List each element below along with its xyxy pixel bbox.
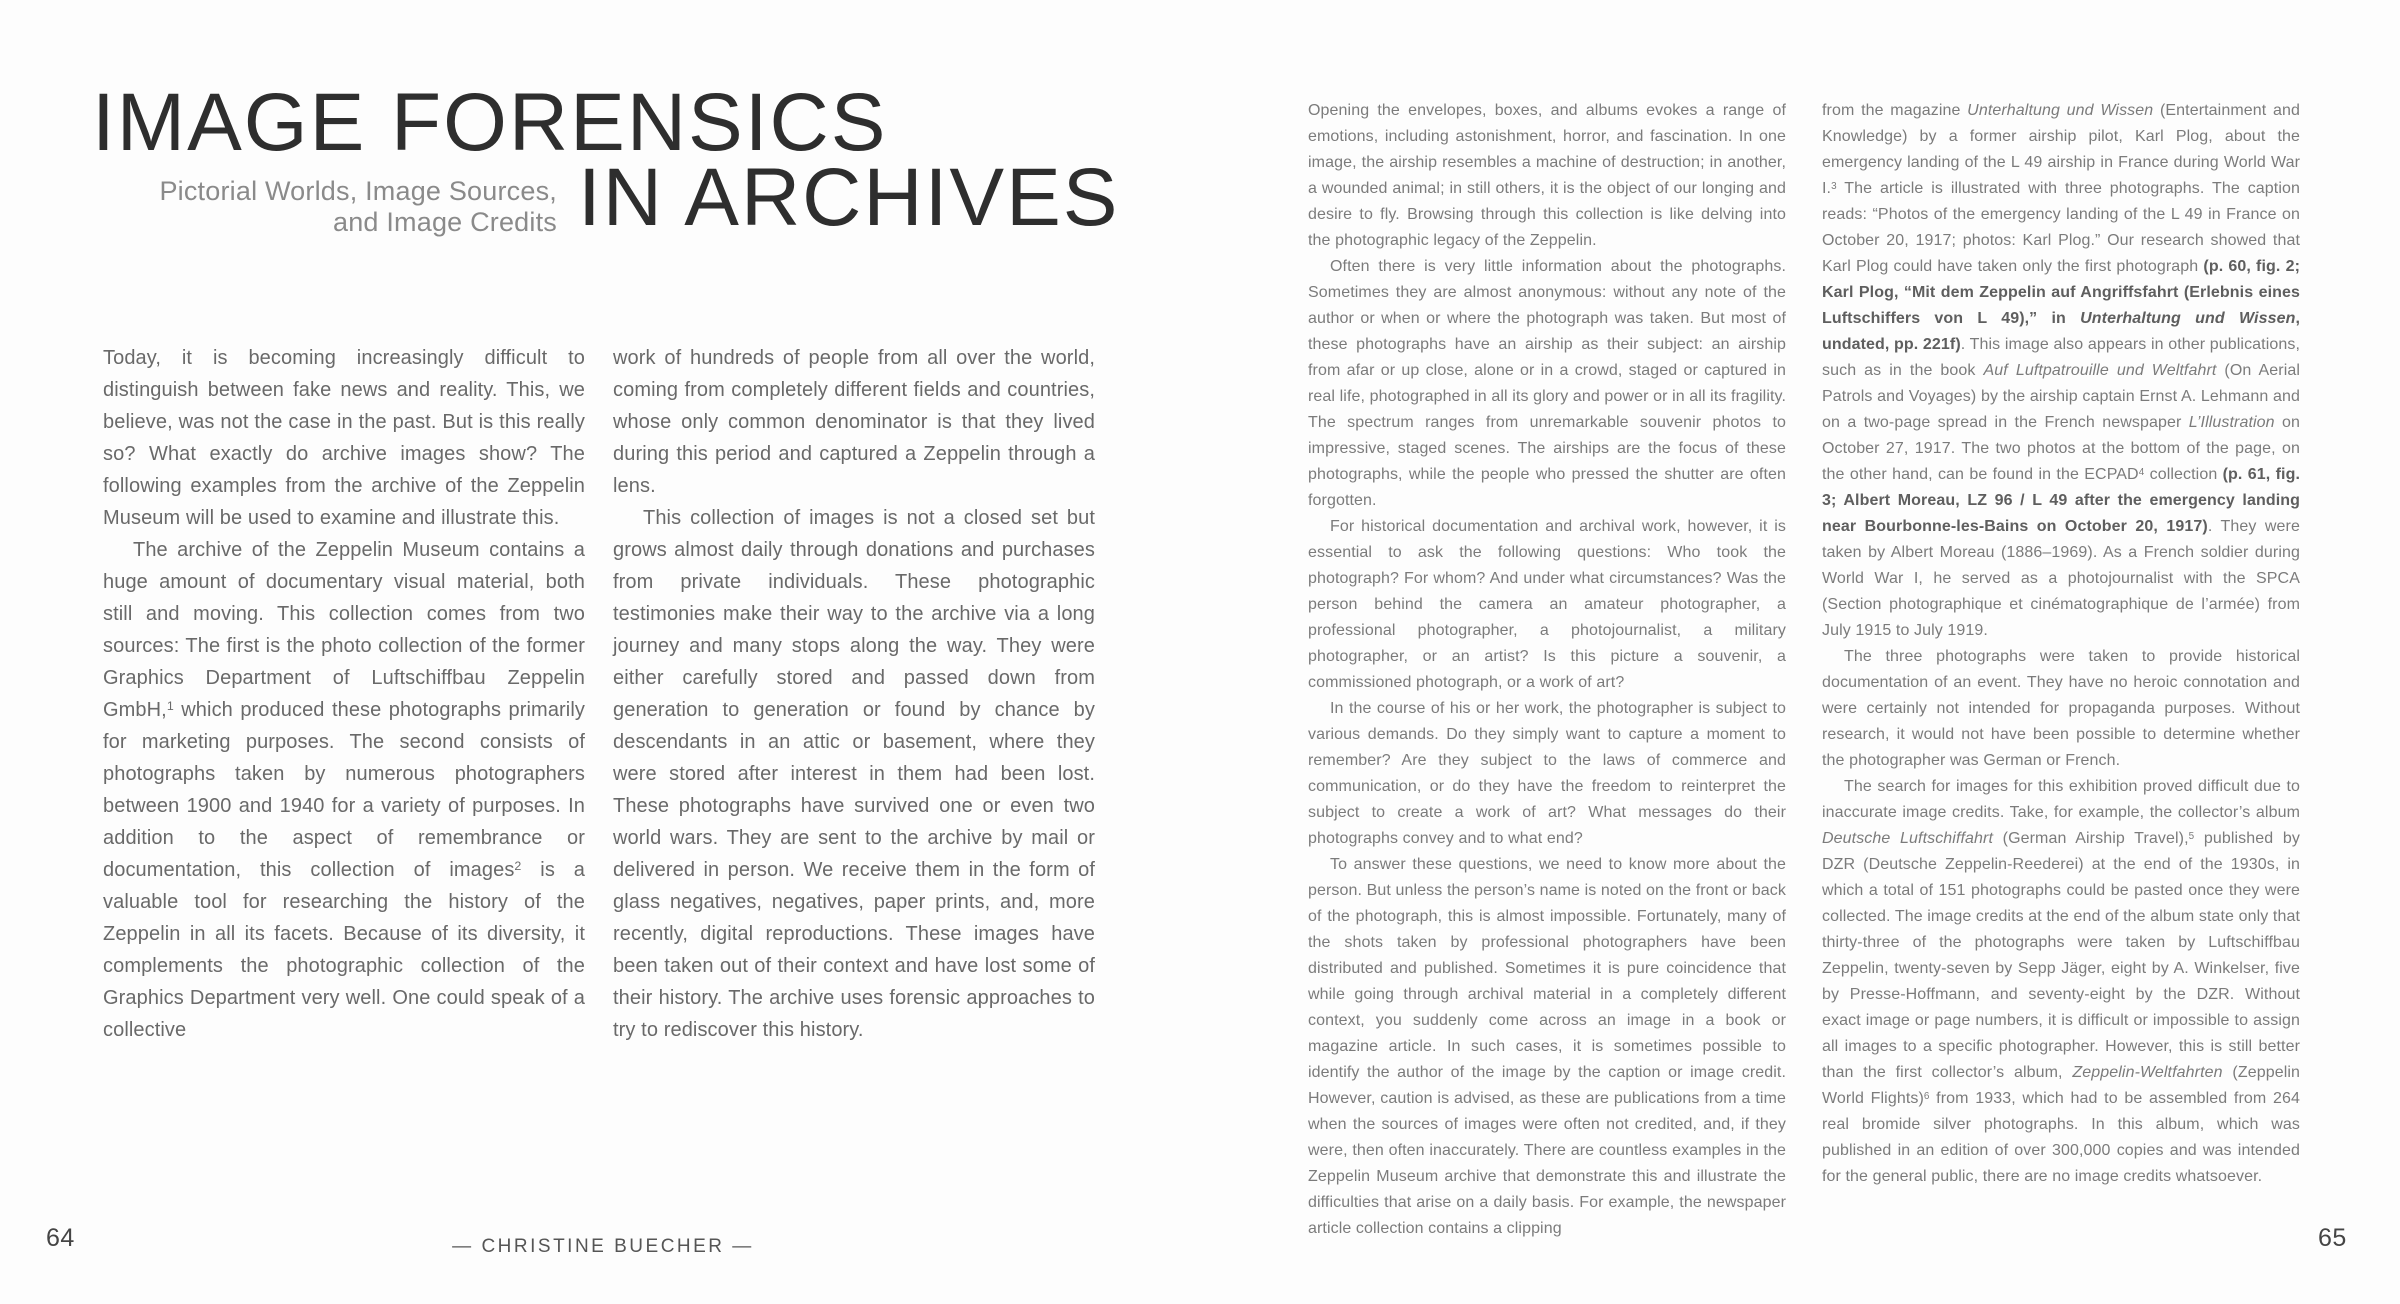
- text-run: 4: [2138, 466, 2145, 478]
- text-run: L’Illustration: [2188, 414, 2275, 431]
- text-run: This collection of images is not a closed set but grows almost daily through donations and purchases from private individuals. These photographic testimonies make their way to the archive via a long journey and many stops along the way. They were either carefully stored and passed down from generation to generation or found by chance by descendants in an attic or basement, where they were stored after interest in them had been lost. These photographs have survived one or even two world wars. They are sent to the archive by mail or delivered in person. We receive them in the form of glass negatives, negatives, paper prints, and, more recently, digital reproductions. These images have been taken out of their context and have lost some of their history. The archive uses forensic approaches to try to rediscover this history.: [613, 507, 1095, 1041]
- text-run: The archive of the Zeppelin Museum contains a huge amount of documentary visual material, both still and moving. This collection comes from two sources: The first is the photo collection of the former Graphics Department of Luftschiffbau Zeppelin GmbH,: [103, 539, 585, 721]
- left-page-column-1: [103, 342, 585, 1046]
- text-run: from the magazine: [1822, 102, 1968, 119]
- text-run: Today, it is becoming increasingly difficult to distinguish between fake news and reality. This, we believe, was not the case in the past. But is this really so? What exactly do archive images show? The following examples from the archive of the Zeppelin Museum will be used to examine and illustrate this.: [103, 347, 585, 529]
- paragraph: [1822, 644, 2300, 774]
- text-run: (German Airship Travel),: [1993, 830, 2189, 847]
- text-run: . This image also appears in other publications, such as in the book: [1822, 336, 2301, 379]
- text-run: To answer these questions, we need to know more about the person. But unless the person’s name is noted on the front or back of the photograph, this is almost impossible. Fortunately, many of the shots taken by professional photographers have been distributed and published. Sometimes it is pure coincidence that while going through archival material in a completely different context, you suddenly come across an image in a book or magazine article. In such cases, it is sometimes possible to identify the author of the image by the caption or image credit. However, caution is advised, as these are publications from a time when the sources of images were often not credited, and, if they were, then often inaccurately. There are countless examples in the Zeppelin Museum archive that demonstrate this and illustrate the difficulties that arise on a daily basis. For example, the newspaper article collection contains a clipping: [1308, 856, 1786, 1237]
- text-run: . They were taken by Albert Moreau (1886–1969). As a French soldier during World War I, he served as a photojournalist with the SPCA (Section photographique et cinématographique de l’armée) from July 1915 to July 1919.: [1822, 518, 2300, 639]
- paragraph: [1308, 514, 1786, 696]
- text-run: (Entertainment and Knowledge) by a former airship pilot, Karl Plog, about the emergency landing of the L 49 airship in France during World War I.: [1822, 102, 2300, 197]
- paragraph: [103, 342, 585, 534]
- text-run: which produced these photographs primarily for marketing purposes. The second consists of photographs taken by numerous photographers between 1900 and 1940 for a variety of purposes. In addition to the aspect of remembrance or documentation, this collection of images: [103, 699, 585, 881]
- text-run: published by DZR (Deutsche Zeppelin-Reederei) at the end of the 1930s, in which a total of 151 photographs could be pasted once they were collected. The image credits at the end of the album state only that thirty-three of the photographs were taken by Luftschiffbau Zeppelin, twenty-seven by Sepp Jäger, eight by A. Winkelser, five by Presse-Hoffmann, and seventy-eight by the DZR. Without exact image or page numbers, it is difficult or impossible to assign all images to a specific photographer. However, this is still better than the first collector’s album,: [1822, 830, 2300, 1081]
- page-subtitle: [0, 176, 557, 238]
- text-run: (p. 60, fig. 2; Karl Plog, “Mit dem Zeppelin auf Angriffsfahrt (Erlebnis eines Luftschiffers von L 49),” in: [1822, 258, 2301, 327]
- paragraph: [1308, 254, 1786, 514]
- text-run: Deutsche Luftschiffahrt: [1822, 830, 1994, 847]
- subtitle-line-1: Pictorial Worlds, Image Sources,: [159, 176, 557, 206]
- paragraph: [1822, 774, 2300, 1190]
- text-run: 6: [1923, 1090, 1930, 1102]
- text-run: collection: [2144, 466, 2223, 483]
- text-run: The article is illustrated with three photographs. The caption reads: “Photos of the emergency landing of the L 49 in France on October 20, 1917; photos: Karl Plog.” Our research showed that Karl Plog could have taken only the first photograph: [1822, 180, 2300, 275]
- right-page-column-1: [1308, 98, 1786, 1242]
- text-run: work of hundreds of people from all over the world, coming from completely different fields and countries, whose only common denominator is that they lived during this period and captured a Zeppelin through a lens.: [613, 347, 1095, 497]
- right-page-column-2: [1822, 98, 2300, 1190]
- page-title-line-2: IN ARCHIVES: [578, 152, 1120, 243]
- text-run: Auf Luftpatrouille und Weltfahrt: [1983, 362, 2217, 379]
- text-run: , undated, pp. 221f): [1822, 310, 2300, 353]
- page-number-right: 65: [2318, 1224, 2347, 1252]
- paragraph: [1308, 696, 1786, 852]
- text-run: from 1933, which had to be assembled from 264 real bromide silver photographs. In this album, which was published in an edition of over 300,000 copies and was intended for the general public, there are no image credits whatsoever.: [1822, 1090, 2300, 1185]
- text-run: (p. 61, fig. 3; Albert Moreau, LZ 96 / L 49 after the emergency landing near Bourbonne-les-Bains on October 20, 1917): [1822, 466, 2301, 535]
- page-number-left: 64: [46, 1224, 75, 1252]
- text-run: Zeppelin-Weltfahrten: [2072, 1064, 2223, 1081]
- text-run: The three photographs were taken to provide historical documentation of an event. They have no heroic connotation and were certainly not intended for propaganda purposes. Without research, it would not have been possible to determine whether the photographer was German or French.: [1822, 648, 2300, 769]
- paragraph: [1308, 98, 1786, 254]
- page-title-line-1: IMAGE FORENSICS: [92, 77, 888, 168]
- author-line: — CHRISTINE BUECHER —: [452, 1236, 754, 1257]
- text-run: The search for images for this exhibition proved difficult due to inaccurate image credits. Take, for example, the collector’s album: [1822, 778, 2300, 821]
- text-run: Unterhaltung und Wissen: [1967, 102, 2154, 119]
- paragraph: [103, 534, 585, 1046]
- text-run: (Zeppelin World Flights): [1822, 1064, 2300, 1107]
- left-page-column-2: [613, 342, 1095, 1046]
- paragraph: [1822, 98, 2300, 644]
- subtitle-line-2: and Image Credits: [332, 207, 557, 237]
- paragraph: [1308, 852, 1786, 1242]
- text-run: (On Aerial Patrols and Voyages) by the airship captain Ernst A. Lehmann and on a two-page spread in the French newspaper: [1822, 362, 2301, 431]
- text-run: Opening the envelopes, boxes, and albums evokes a range of emotions, including astonishment, horror, and fascination. In one image, the airship resembles a machine of destruction; in another, a wounded animal; in still others, it is the object of our longing and desire to fly. Browsing through this collection is like delving into the photographic legacy of the Zeppelin.: [1308, 102, 1786, 249]
- text-run: In the course of his or her work, the photographer is subject to various demands. Do they simply want to capture a moment to remember? Are they subject to the laws of commerce and communication, or do they have the freedom to reinterpret the subject to create a work of art? What messages do their photographs convey and to what end?: [1308, 700, 1786, 847]
- text-run: on October 27, 1917. The two photos at the bottom of the page, on the other hand, can be found in the ECPAD: [1822, 414, 2301, 483]
- paragraph: [613, 502, 1095, 1046]
- paragraph: [613, 342, 1095, 502]
- text-run: 1: [166, 699, 174, 714]
- text-run: Often there is very little information about the photographs. Sometimes they are almost anonymous: without any note of the author or when or where the photograph was taken. But most of these photographs have an airship as their subject: an airship from afar or up close, alone or in a crowd, staged or captured in real life, photographed in all its glory and power or in all its fragility. The spectrum ranges from unremarkable souvenir photos to impressive, staged scenes. The airships are the focus of these photographs, while the people who pressed the shutter are often forgotten.: [1308, 258, 1786, 509]
- text-run: 3: [1831, 180, 1837, 192]
- text-run: For historical documentation and archival work, however, it is essential to ask the following questions: Who took the photograph? For whom? And under what circumstances? Was the person behind the camera an amateur photographer, a professional photographer, a photojournalist, a military photographer, or an artist? Is this picture a souvenir, a commissioned photograph, or a work of art?: [1308, 518, 1786, 691]
- text-run: is a valuable tool for researching the history of the Zeppelin in all its facets. Because of its diversity, it complements the photographic collection of the Graphics Department very well. One could speak of a collective: [103, 859, 585, 1041]
- text-run: Unterhaltung und Wissen: [2080, 310, 2296, 327]
- text-run: 2: [514, 859, 522, 874]
- text-run: 5: [2188, 830, 2195, 842]
